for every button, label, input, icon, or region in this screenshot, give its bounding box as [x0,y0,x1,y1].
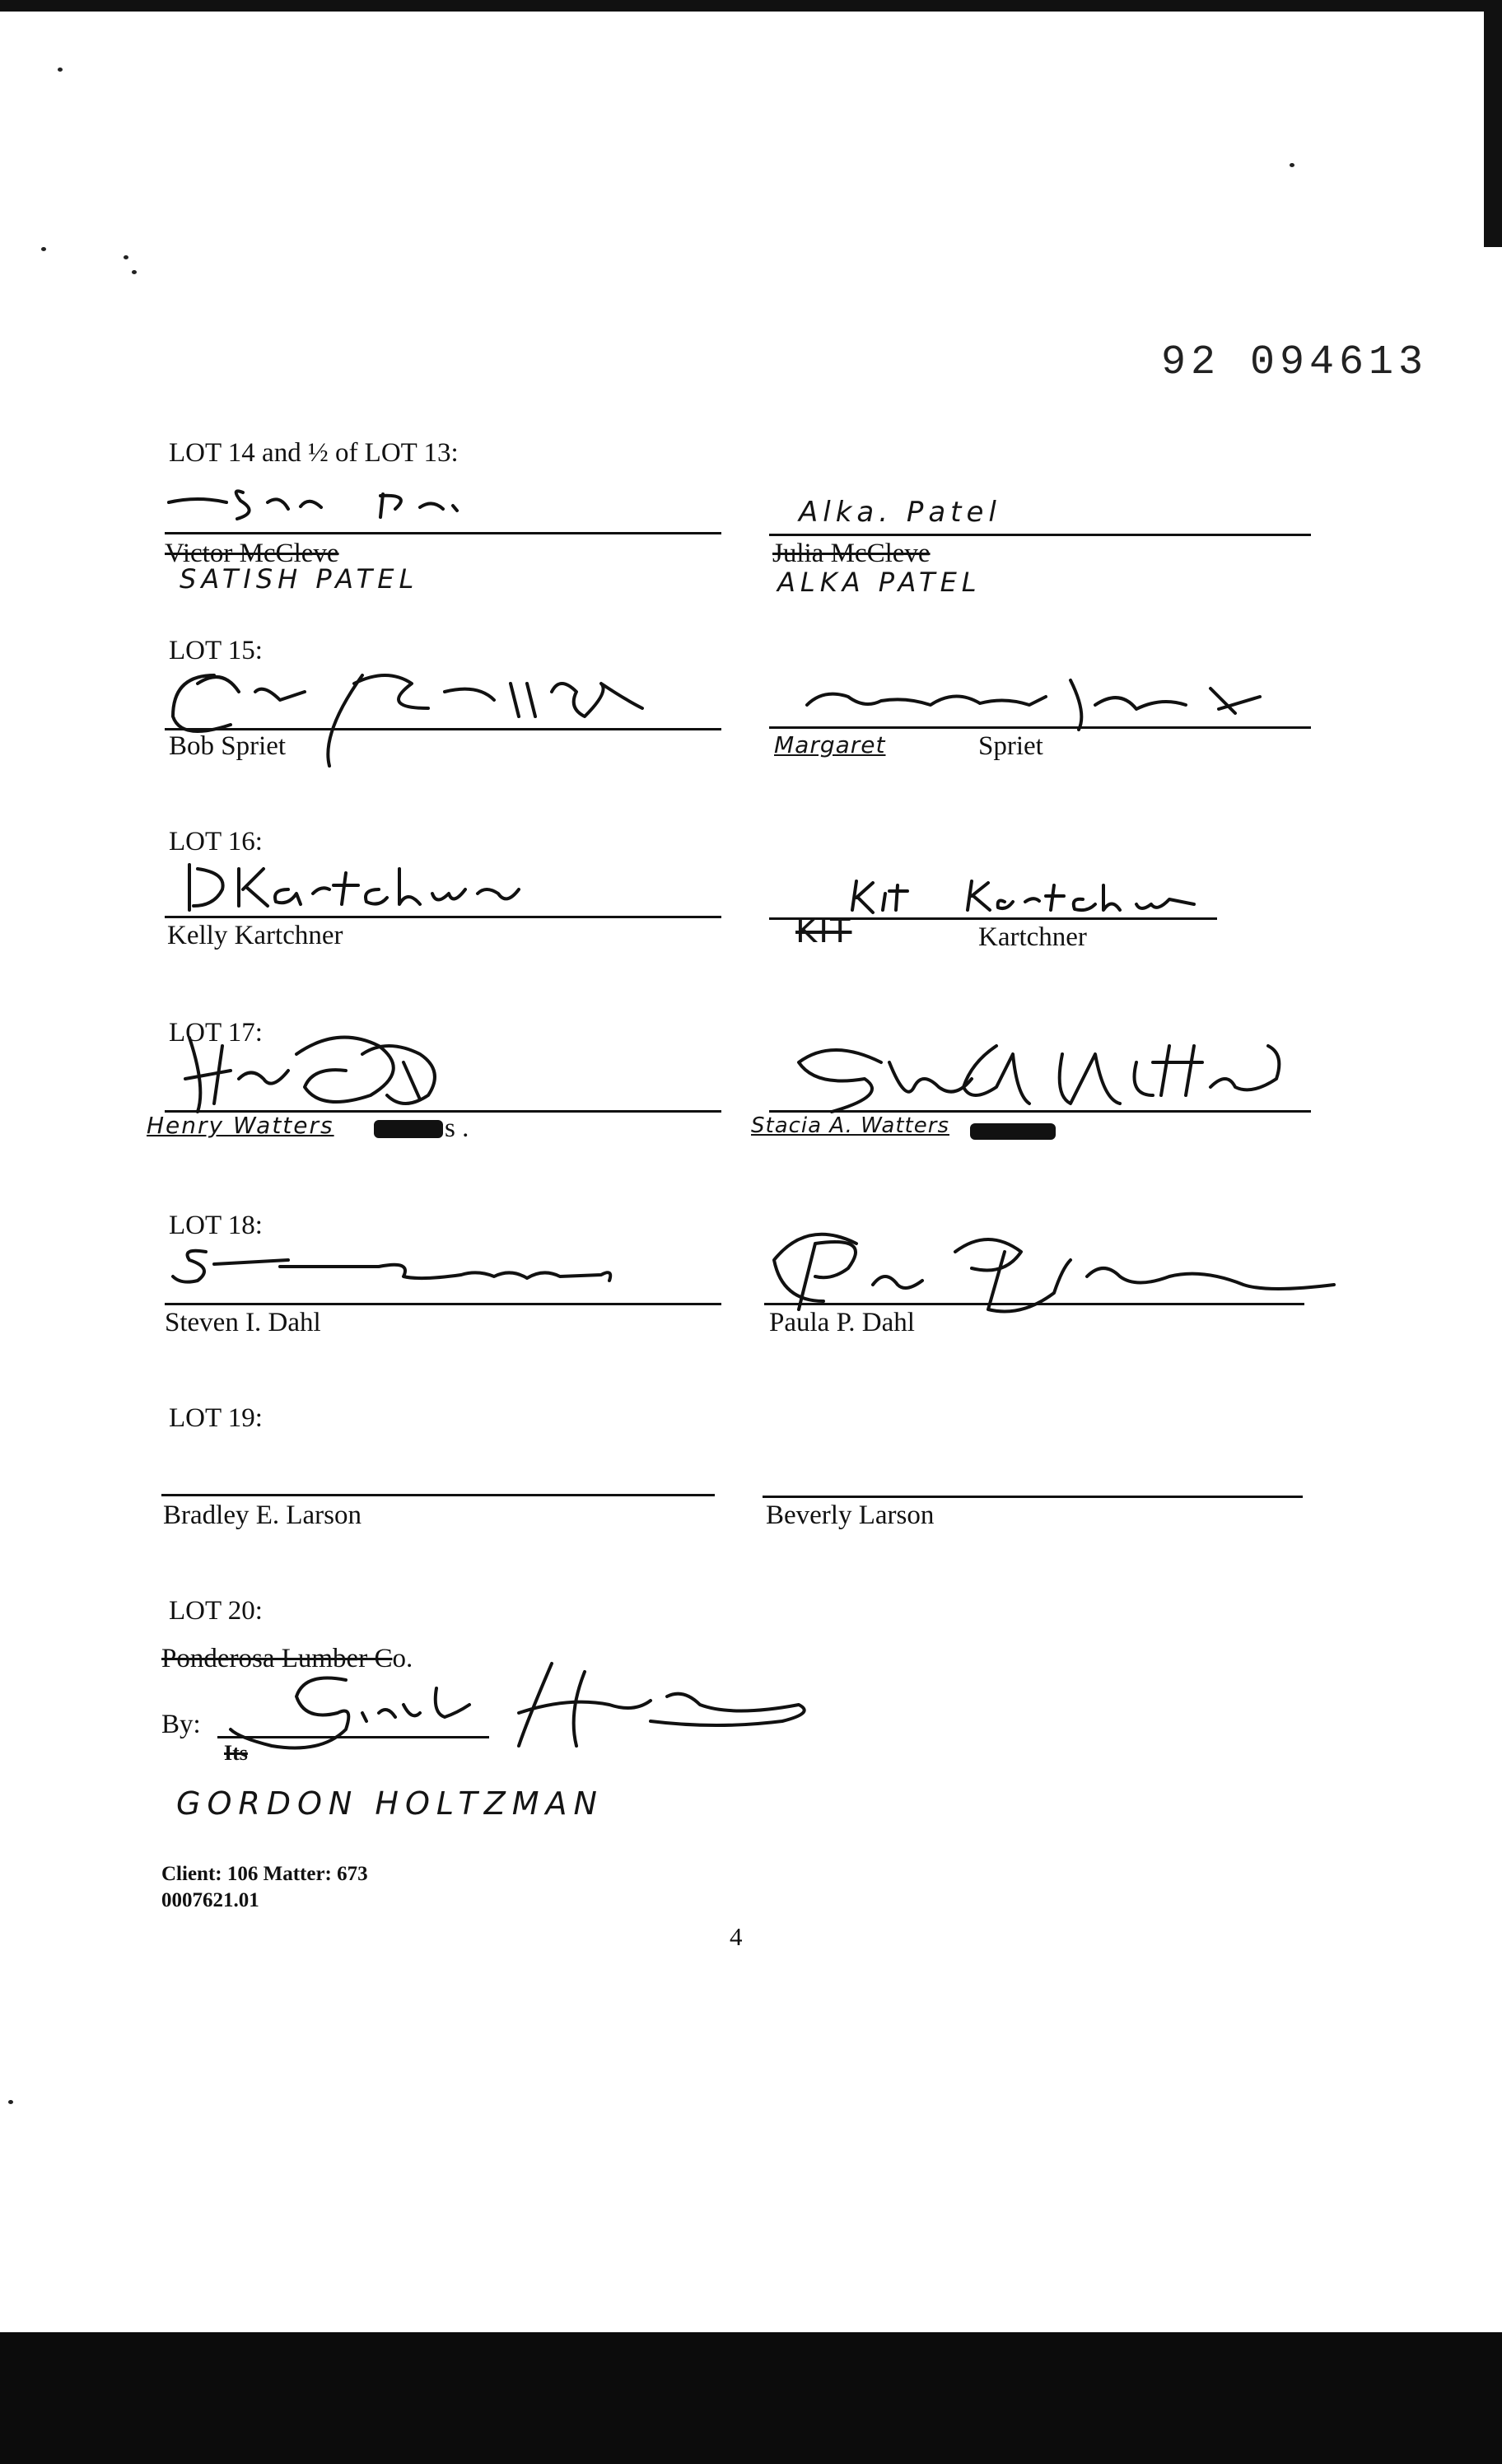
lot-15-label: LOT 15: [169,636,263,665]
printed-name: Steven I. Dahl [165,1308,321,1337]
signature-line [165,728,721,730]
redaction-mark [374,1120,443,1138]
struck-printed-name: Victor McCleve [165,539,339,568]
steven-dahl-signature [165,1244,708,1293]
scan-speck [58,68,63,72]
henry-watters-signature [173,1021,519,1120]
by-label: By: [161,1710,201,1739]
struck-title: Its [224,1741,248,1765]
handwritten-name: GORDON HOLTZMAN [176,1785,604,1822]
kit-kartchner-signature [848,873,1227,922]
alka-patel-signature-text: Alka. Patel [799,496,1001,529]
redaction-mark [970,1123,1056,1140]
page-number: 4 [730,1922,743,1951]
scan-speck [124,255,128,259]
signature-line [764,1303,1304,1305]
printed-name: Paula P. Dahl [769,1308,915,1337]
signature-line [217,1736,489,1738]
handwritten-first-name: KIT [795,912,852,950]
scan-speck [1290,163,1294,167]
handwritten-name: Henry Watters [147,1112,334,1139]
client-matter-line: Client: 106 Matter: 673 [161,1863,368,1885]
document-id: 0007621.01 [161,1889,259,1911]
scan-edge-right [1484,0,1502,247]
struck-company-name: Ponderosa Lumber C [161,1644,393,1673]
scan-speck [132,270,137,274]
lot-16-label: LOT 16: [169,827,263,856]
printed-name-tail: s . [445,1113,469,1143]
gordon-holtzman-signature [222,1655,848,1762]
company-name-tail: o. [392,1644,413,1673]
signature-line [763,1496,1303,1498]
lot-14-label: LOT 14 and ½ of LOT 13: [169,438,459,468]
signature-line [769,534,1311,536]
stacia-watters-signature [782,1029,1293,1120]
scan-speck [8,2100,13,2104]
lot-18-label: LOT 18: [169,1211,263,1240]
scan-speck [41,247,46,251]
lot-17-label: LOT 17: [169,1018,263,1048]
struck-printed-name: Julia McCleve [772,539,931,568]
lot-19-label: LOT 19: [169,1403,263,1433]
signature-line [165,1303,721,1305]
printed-name: Bob Spriet [169,731,287,761]
printed-last-name: Kartchner [978,922,1087,952]
signature-line [769,1110,1311,1113]
signature-line [161,1494,715,1496]
handwritten-name: SATISH PATEL [180,563,419,595]
signature-line [165,916,721,918]
handwritten-name: ALKA PATEL [777,567,982,598]
printed-last-name: Spriet [978,731,1043,761]
scan-edge-bottom [0,2332,1502,2464]
signature-line [165,532,721,534]
lot-20-label: LOT 20: [169,1596,263,1626]
printed-name: Kelly Kartchner [167,921,343,950]
scan-edge-top [0,0,1502,12]
signature-line [769,726,1311,729]
document-number: 92 094613 [1161,339,1429,386]
satish-patel-signature [165,478,560,527]
handwritten-name: Stacia A. Watters [751,1113,949,1138]
printed-name: Beverly Larson [766,1500,935,1530]
printed-name: Bradley E. Larson [163,1500,362,1530]
kelly-kartchner-signature [181,856,576,914]
handwritten-first-name: Margaret [774,731,886,758]
